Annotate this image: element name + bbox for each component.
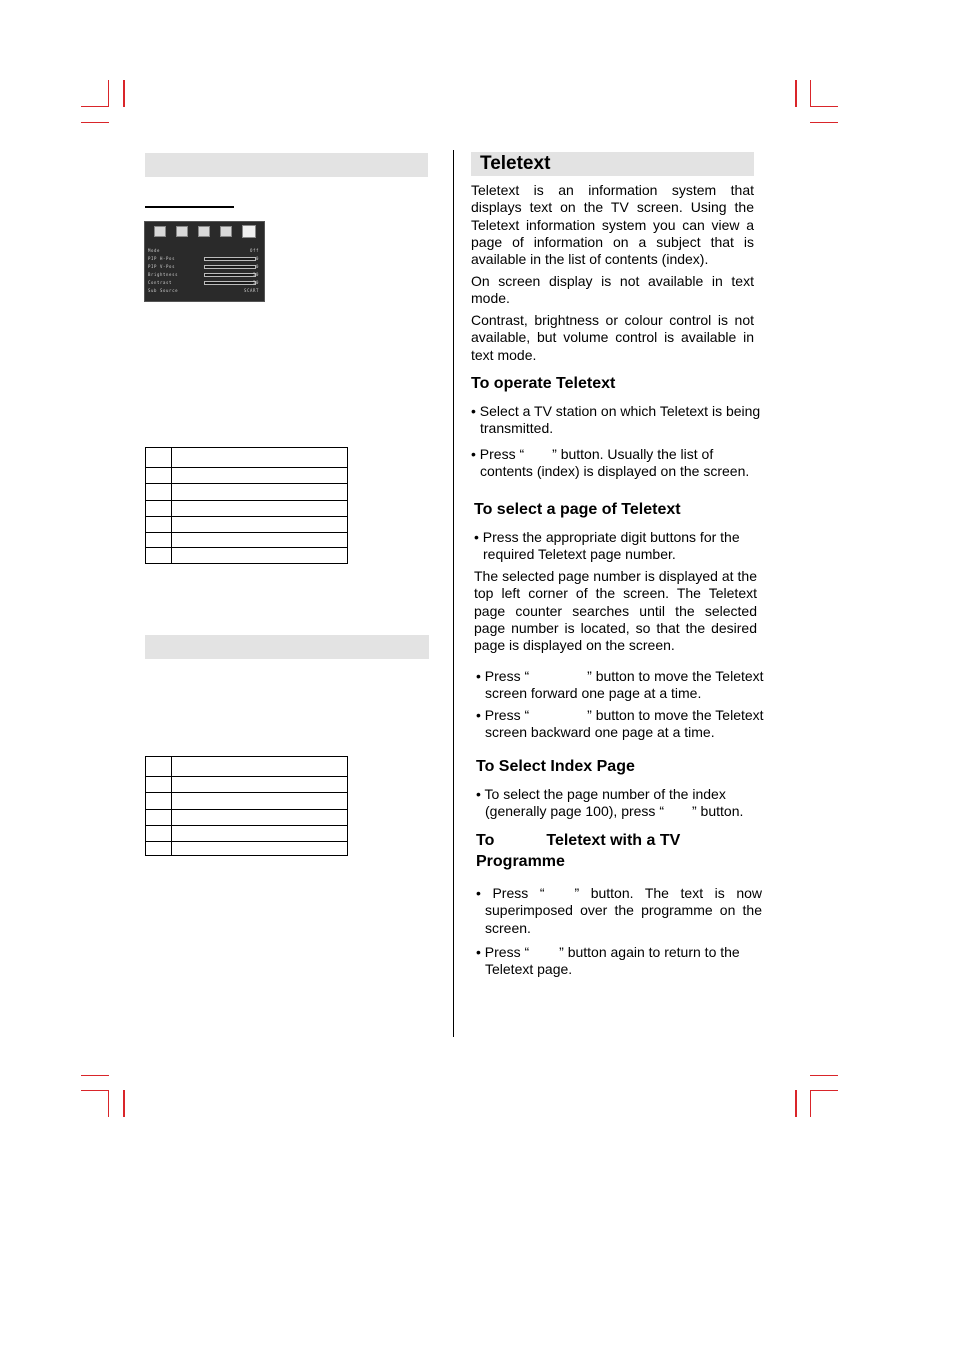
pip-menu-icon-bar bbox=[154, 226, 256, 238]
pip-bar bbox=[204, 265, 256, 269]
pip-bar bbox=[204, 257, 256, 261]
select-page-heading: To select a page of Teletext bbox=[474, 501, 681, 518]
crop-mark bbox=[108, 80, 109, 107]
crop-mark bbox=[123, 80, 125, 107]
button-table bbox=[145, 447, 348, 564]
install-icon bbox=[220, 226, 232, 237]
with-tv-bullet: • Press “ ” button again to return to the Teletext page. bbox=[476, 944, 740, 978]
sound-icon bbox=[176, 226, 188, 237]
crop-mark bbox=[810, 1090, 838, 1091]
pip-icon bbox=[242, 225, 256, 238]
button-table bbox=[145, 756, 348, 856]
select-page-bullet: • Press “ ” button to move the Teletext screen backward one page at a time. bbox=[476, 707, 764, 741]
crop-mark bbox=[81, 106, 109, 107]
crop-mark bbox=[81, 1090, 109, 1091]
pip-bar bbox=[204, 281, 256, 285]
section-heading-band bbox=[145, 153, 428, 177]
pip-menu-screenshot bbox=[144, 221, 265, 302]
with-tv-heading: To Teletext with a TV Programme bbox=[476, 832, 681, 870]
crop-mark bbox=[810, 122, 838, 123]
pip-row: Sub Source SCART bbox=[148, 288, 259, 293]
section-title: Teletext bbox=[480, 153, 551, 174]
crop-mark bbox=[123, 1090, 125, 1117]
operate-bullet: • Select a TV station on which Teletext is being transmitted. bbox=[471, 403, 761, 437]
crop-mark bbox=[795, 80, 797, 107]
crop-mark bbox=[810, 1075, 838, 1076]
operate-bullet: • Press “ ” button. Usually the list of contents (index) is displayed on the screen. bbox=[471, 446, 750, 480]
index-page-bullet: • To select the page number of the index (generally page 100), press “ ” button. bbox=[476, 786, 744, 820]
intro-paragraph: Contrast, brightness or colour control is not available, but volume control is available in text mode. bbox=[471, 312, 754, 363]
pip-row: Brightness 50 bbox=[148, 272, 259, 277]
crop-mark bbox=[81, 1075, 109, 1076]
subheading-underline bbox=[145, 206, 234, 208]
pip-bar bbox=[204, 273, 256, 277]
pip-row: PIP V-Pos 0 bbox=[148, 264, 259, 269]
operate-heading: To operate Teletext bbox=[471, 375, 616, 392]
picture-icon bbox=[154, 226, 166, 237]
intro-paragraph: Teletext is an information system that displays text on the TV screen. Using the Teletext information system you can view a page of information on a subject that is available in the list of contents (index). bbox=[471, 182, 754, 268]
crop-mark bbox=[108, 1090, 109, 1117]
select-page-bullet: • Press “ ” button to move the Teletext screen forward one page at a time. bbox=[476, 668, 764, 702]
with-tv-bullet: • Press “ ” button. The text is now superimposed over the programme on the screen. bbox=[476, 885, 762, 936]
select-page-paragraph: The selected page number is displayed at the top left corner of the screen. The Teletext page counter searches until the selected page number is located, so that the desired page is displayed on the screen. bbox=[474, 568, 757, 654]
crop-mark bbox=[810, 1090, 811, 1117]
index-page-heading: To Select Index Page bbox=[476, 758, 635, 775]
crop-mark bbox=[81, 122, 109, 123]
pip-row: PIP H-Pos 0 bbox=[148, 256, 259, 261]
section-heading-band bbox=[145, 635, 429, 659]
section-heading-band bbox=[471, 152, 754, 176]
feature-icon bbox=[198, 226, 210, 237]
crop-mark bbox=[810, 80, 811, 107]
column-divider bbox=[453, 150, 454, 1037]
pip-row: Mode Off bbox=[148, 248, 259, 253]
pip-row: Contrast 50 bbox=[148, 280, 259, 285]
crop-mark bbox=[795, 1090, 797, 1117]
intro-paragraph: On screen display is not available in text mode. bbox=[471, 273, 754, 307]
crop-mark bbox=[810, 106, 838, 107]
select-page-bullet: • Press the appropriate digit buttons for the required Teletext page number. bbox=[474, 529, 740, 563]
